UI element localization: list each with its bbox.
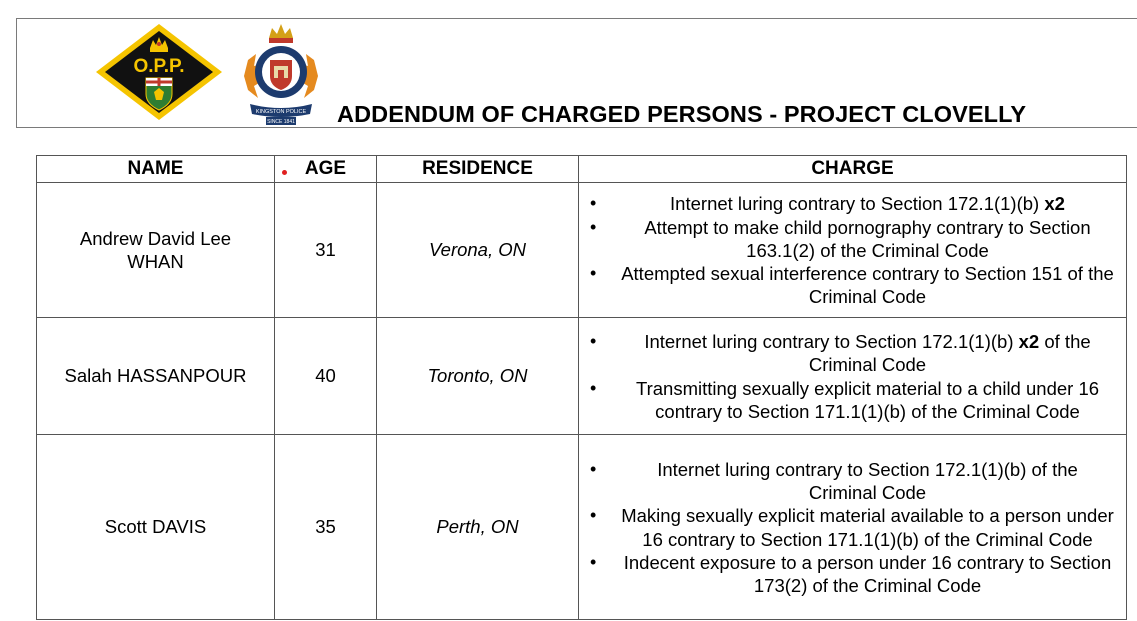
opp-logo-text: O.P.P. — [133, 56, 185, 77]
charge-item — [579, 192, 1126, 215]
charge-text: Internet luring contrary to Section 172.1(1)(b) — [670, 193, 1045, 215]
column-header-name: NAME — [37, 156, 275, 183]
charge-count: x2 — [1018, 331, 1040, 353]
person-residence: Toronto, ON — [377, 318, 579, 435]
charge-list — [579, 330, 1126, 423]
charge-count: x2 — [1044, 193, 1065, 215]
kingston-police-logo — [240, 20, 322, 126]
table-row — [37, 435, 1127, 620]
charge-text: Making sexually explicit material available to a person under 16 contrary to Section 171.1(1)(b) of the Criminal Code — [621, 505, 1114, 550]
document-title: ADDENDUM OF CHARGED PERSONS - PROJECT CLOVELLY — [337, 101, 1027, 127]
charge-list — [579, 192, 1126, 308]
charge-cell — [579, 318, 1127, 435]
charge-text: Attempt to make child pornography contrary to Section 163.1(2) of the Criminal Code — [644, 216, 1091, 261]
red-marker-dot — [282, 170, 287, 175]
column-header-age-label: AGE — [304, 158, 347, 179]
charged-persons-table — [36, 155, 1127, 620]
charge-text: Internet luring contrary to Section 172.1(1)(b) of the Criminal Code — [657, 458, 1078, 504]
charge-item — [579, 216, 1126, 262]
person-age: 31 — [275, 183, 377, 318]
charge-item — [579, 551, 1126, 597]
charge-item — [579, 458, 1126, 504]
charge-text: Indecent exposure to a person under 16 contrary to Section 173(2) of the Criminal Code — [623, 551, 1112, 596]
table-row — [37, 318, 1127, 435]
charge-list — [579, 458, 1126, 597]
charge-text: Transmitting sexually explicit material to a child under 16 contrary to Section 171.1(1)(b) of the Criminal Code — [635, 377, 1100, 422]
person-age: 35 — [275, 435, 377, 620]
charge-cell — [579, 183, 1127, 318]
column-header-age — [275, 156, 377, 183]
charge-item — [579, 330, 1126, 376]
table-header-row — [37, 156, 1127, 183]
opp-logo — [92, 22, 226, 122]
column-header-charge: CHARGE — [579, 156, 1127, 183]
kingston-logo-text: KINGSTON POLICE — [255, 109, 307, 115]
charge-text: Internet luring contrary to Section 172.1(1)(b) — [644, 331, 1019, 353]
charge-cell — [579, 435, 1127, 620]
person-residence: Perth, ON — [377, 435, 579, 620]
charge-item — [579, 377, 1126, 423]
table-row — [37, 183, 1127, 318]
person-name: Scott DAVIS — [37, 435, 275, 620]
column-header-residence: RESIDENCE — [377, 156, 579, 183]
person-residence: Verona, ON — [377, 183, 579, 318]
person-age: 40 — [275, 318, 377, 435]
person-name: Salah HASSANPOUR — [37, 318, 275, 435]
charge-text: Attempted sexual interference contrary to Section 151 of the Criminal Code — [621, 263, 1114, 308]
charge-item — [579, 262, 1126, 308]
charge-item — [579, 504, 1126, 550]
kingston-logo-since: SINCE 1841 — [267, 119, 295, 125]
person-name-text: Andrew David Lee WHAN — [79, 228, 232, 272]
person-name — [37, 183, 275, 318]
charge-suffix: of the Criminal Code — [808, 331, 1091, 376]
